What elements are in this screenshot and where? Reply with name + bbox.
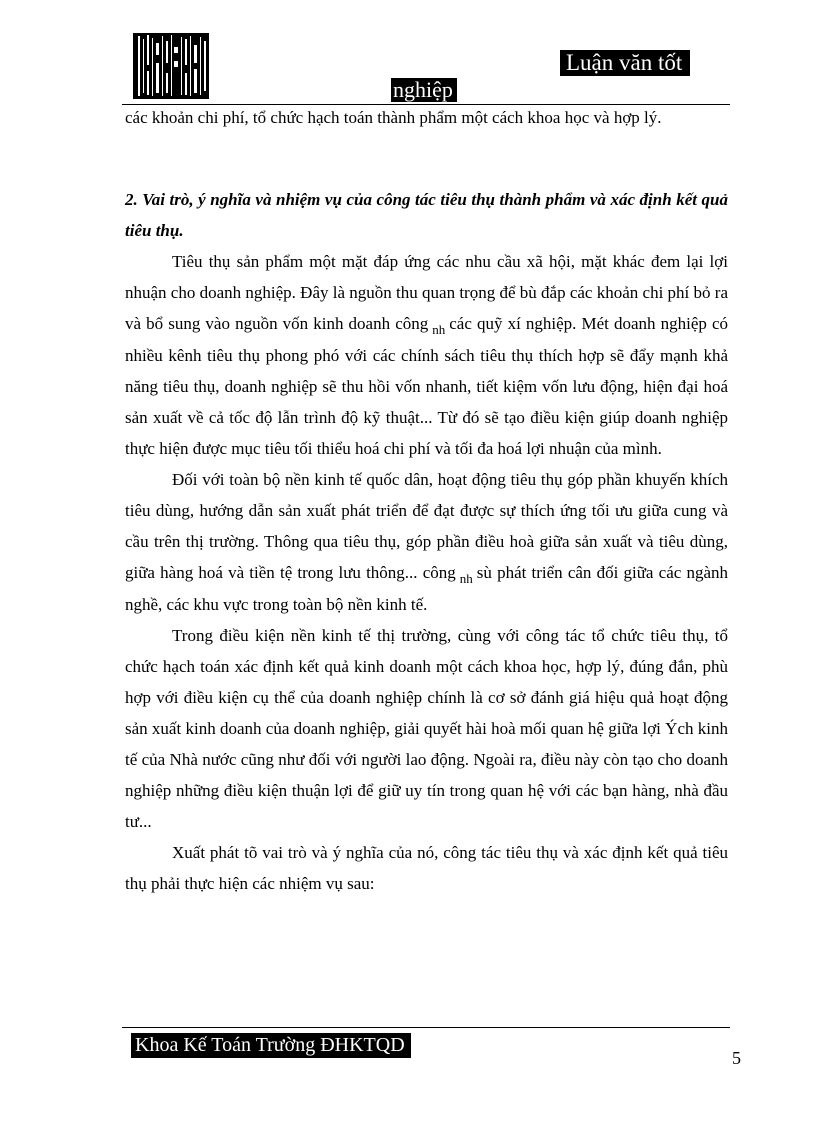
header-title-line1: Luận văn tốt [560,50,690,76]
header-title-line2: nghiệp [391,78,457,102]
paragraph-text: Đối với toàn bộ nền kinh tế quốc dân, hoạt động tiêu thụ góp phần khuyến khích tiêu dùng, hướng dẫn sản xuất phát triển để đạt được sự thích ứng tối ưu giữa cung và cầu trên thị trường. Thông qua tiêu thụ, góp phần điều hoà giữa sản xuất và tiêu dùng, giữa hàng hoá và tiền tệ trong lưu thông... công [125,470,728,582]
barcode-logo-icon [133,33,209,99]
paragraph-text: Tiêu thụ sản phẩm một mặt đáp ứng các nhu cầu xã hội, mặt khác đem lại lợi nhuận cho doanh nghiệp. Đây là nguồn thu quan trọng để bù đắp các khoản chi phí bỏ ra và bổ sung vào nguồn vốn kinh doanh công [125,252,728,333]
subscript-fragment: nh [432,322,446,337]
footer-label: Khoa Kế Toán Trường ĐHKTQD [131,1033,411,1058]
paragraph: Trong điều kiện nền kinh tế thị trường, cùng với công tác tổ chức tiêu thụ, tổ chức hạch toán xác định kết quả kinh doanh một cách khoa học, hợp lý, đúng đắn, phù hợp với điều kiện cụ thể của doanh nghiệp chính là cơ sở đánh giá hiệu quả hoạt động sản xuất kinh doanh của doanh nghiệp, giải quyết hài hoà mối quan hệ giữa lợi Ých kinh tế của Nhà nước cũng như đối với người lao động. Ngoài ra, điều này còn tạo cho doanh nghiệp những điều kiện thuận lợi để giữ uy tín trong quan hệ với các bạn hàng, nhà đầu tư... [125,626,728,831]
paragraph: Xuất phát tõ vai trò và ý nghĩa của nó, công tác tiêu thụ và xác định kết quả tiêu thụ phải thực hiện các nhiệm vụ sau: [125,843,728,893]
paragraph [125,246,728,464]
paragraph-text: sù phát triển cân đối giữa các ngành nghề, các khu vực trong toàn bộ nền kinh tế. [125,563,729,614]
subscript-fragment: nh [459,571,473,586]
paragraph-text: các quỹ xí nghiệp. Mét doanh nghiệp có nhiều kênh tiêu thụ phong phó với các chính sách tiêu thụ thích hợp sẽ đẩy mạnh khả năng tiêu thụ, doanh nghiệp sẽ thu hồi vốn nhanh, tiết kiệm vốn lưu động, hiện đại hoá sản xuất về cả tốc độ lẫn trình độ kỹ thuật... Từ đó sẽ tạo điều kiện giúp doanh nghiệp thực hiện được mục tiêu tối thiểu hoá chi phí và tối đa hoá lợi nhuận của mình. [125,314,728,458]
page-body [125,102,728,899]
section-heading: 2. Vai trò, ý nghĩa và nhiệm vụ của công tác tiêu thụ thành phẩm và xác định kết quả tiêu thụ. [125,190,728,240]
page-number: 5 [732,1048,741,1068]
paragraph-continuation: các khoản chi phí, tổ chức hạch toán thành phẩm một cách khoa học và hợp lý. [125,108,662,127]
paragraph [125,464,728,620]
footer-divider [122,1027,730,1028]
